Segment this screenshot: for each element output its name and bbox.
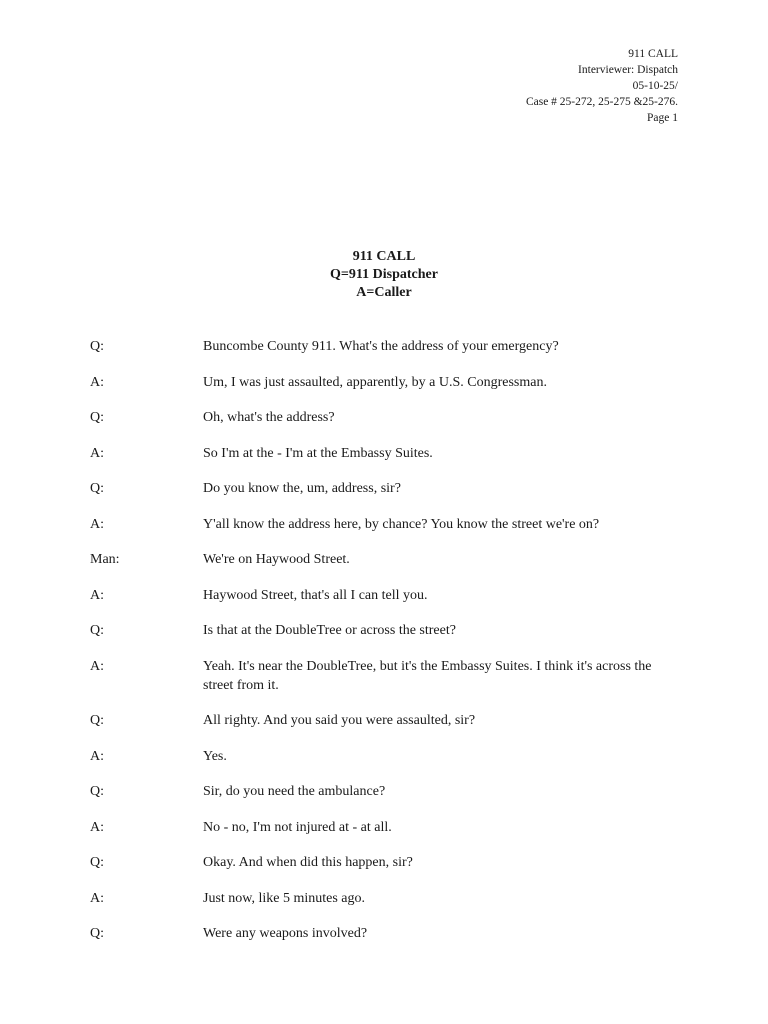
header-date: 05-10-25/ — [632, 80, 678, 92]
transcript-entry — [90, 657, 680, 695]
speaker-label: Man: — [90, 552, 120, 567]
transcript — [90, 337, 680, 960]
utterance-text: Yeah. It's near the DoubleTree, but it's the Embassy Suites. I think it's across the street from it. — [203, 658, 652, 693]
speaker-label: Q: — [90, 926, 104, 941]
utterance-text: Yes. — [203, 748, 227, 764]
utterance-text: Okay. And when did this happen, sir? — [203, 855, 413, 870]
transcript-entry — [90, 444, 680, 463]
speaker-label: A: — [90, 516, 104, 532]
header-page-number: Page 1 — [647, 112, 678, 124]
speaker-label: Q: — [90, 410, 104, 425]
transcript-entry — [90, 586, 680, 605]
utterance-text: All righty. And you said you were assaulted, sir? — [203, 713, 476, 728]
speaker-label: A: — [90, 748, 104, 764]
title-heading: 911 CALL — [352, 249, 416, 264]
transcript-entry — [90, 924, 680, 943]
utterance-text: Haywood Street, that's all I can tell you. — [203, 587, 428, 603]
speaker-label: Q: — [90, 713, 104, 728]
speaker-label: A: — [90, 890, 104, 906]
utterance-text: Do you know the, um, address, sir? — [203, 481, 401, 496]
speaker-label: Q: — [90, 339, 104, 354]
speaker-label: Q: — [90, 623, 104, 638]
transcript-entry — [90, 747, 680, 766]
page-header — [526, 46, 678, 126]
header-title: 911 CALL — [628, 48, 678, 60]
utterance-text: So I'm at the - I'm at the Embassy Suites. — [203, 445, 433, 461]
speaker-label: Q: — [90, 481, 104, 496]
transcript-entry — [90, 711, 680, 730]
utterance-text: Is that at the DoubleTree or across the street? — [203, 623, 456, 638]
transcript-entry — [90, 515, 680, 534]
transcript-entry — [90, 479, 680, 498]
title-q-legend: Q=911 Dispatcher — [330, 267, 438, 282]
speaker-label: A: — [90, 445, 104, 461]
title-a-legend: A=Caller — [356, 285, 412, 300]
transcript-entry — [90, 621, 680, 640]
utterance-text: Were any weapons involved? — [203, 926, 368, 941]
document-title — [0, 248, 768, 302]
transcript-entry — [90, 373, 680, 392]
utterance-text: Oh, what's the address? — [203, 410, 335, 425]
header-interviewer: Interviewer: Dispatch — [578, 64, 678, 76]
header-case-number: Case # 25-272, 25-275 &25-276. — [525, 96, 678, 108]
speaker-label: Q: — [90, 855, 104, 870]
utterance-text: No - no, I'm not injured at - at all. — [203, 819, 392, 835]
transcript-entry — [90, 889, 680, 908]
speaker-label: A: — [90, 658, 104, 674]
utterance-text: Um, I was just assaulted, apparently, by a U.S. Congressman. — [203, 374, 547, 390]
speaker-label: A: — [90, 374, 104, 390]
speaker-label: A: — [90, 819, 104, 835]
transcript-entry — [90, 337, 680, 356]
speaker-label: A: — [90, 587, 104, 603]
utterance-text: Buncombe County 911. What's the address of your emergency? — [203, 339, 559, 354]
transcript-entry — [90, 782, 680, 801]
speaker-label: Q: — [90, 784, 104, 799]
utterance-text: Y'all know the address here, by chance? You know the street we're on? — [203, 516, 600, 532]
transcript-entry — [90, 408, 680, 427]
utterance-text: We're on Haywood Street. — [203, 552, 350, 567]
transcript-entry — [90, 550, 680, 569]
transcript-entry — [90, 853, 680, 872]
utterance-text: Just now, like 5 minutes ago. — [203, 890, 366, 906]
transcript-entry — [90, 818, 680, 837]
utterance-text: Sir, do you need the ambulance? — [203, 784, 386, 799]
